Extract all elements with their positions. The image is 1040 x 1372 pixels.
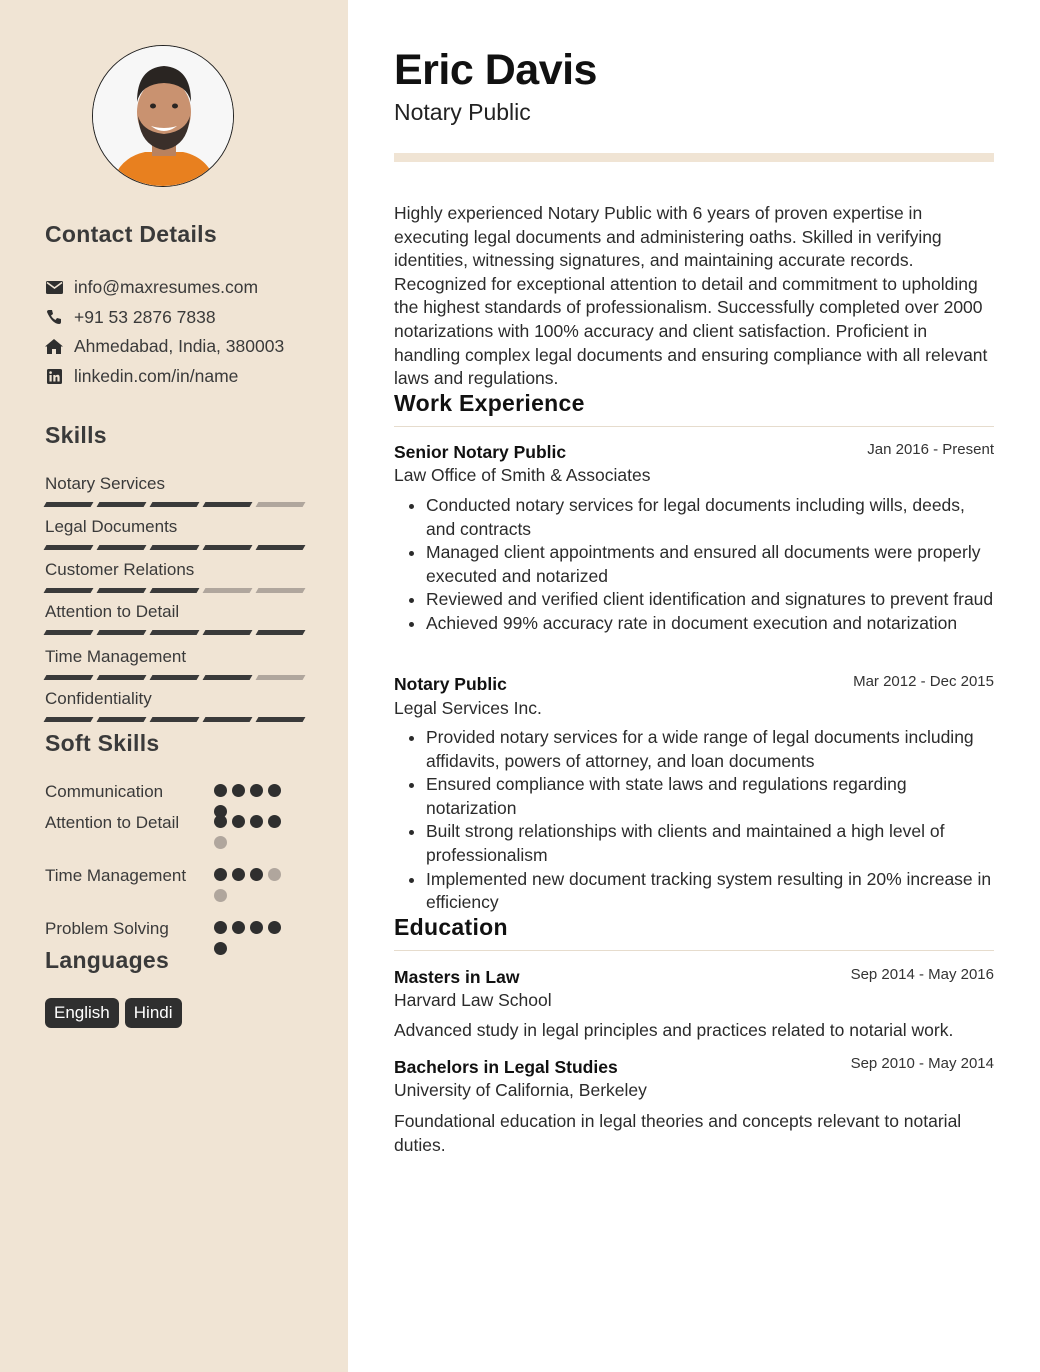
rating-dot xyxy=(214,921,227,934)
rating-dot xyxy=(214,784,227,797)
skill-level-segment xyxy=(150,675,200,680)
work-experience-heading: Work Experience xyxy=(394,390,585,416)
skill-level-segment xyxy=(256,630,306,635)
list-item: • Managed client appointments and ensured all documents were properly executed and notarized xyxy=(426,541,994,588)
skill-level-segment xyxy=(256,717,306,722)
skills-heading: Skills xyxy=(45,422,107,448)
language-badge: English xyxy=(45,998,119,1028)
sidebar xyxy=(0,0,348,1372)
rating-dot xyxy=(214,815,227,828)
rating-dot xyxy=(268,815,281,828)
skill-level-segment xyxy=(44,675,94,680)
skill-label: Confidentiality xyxy=(45,689,152,708)
skill-level-segment xyxy=(97,545,147,550)
list-item: • Built strong relationships with clients and maintained a high level of professionalism xyxy=(426,820,994,867)
education-school: Harvard Law School xyxy=(394,990,552,1010)
skill-label: Attention to Detail xyxy=(45,602,180,621)
job-date: Jan 2016 - Present xyxy=(867,441,994,458)
skill-level-segment xyxy=(44,717,94,722)
list-item: • Ensured compliance with state laws and regulations regarding notarization xyxy=(426,773,994,820)
summary-text: Highly experienced Notary Public with 6 years of proven expertise in executing legal documents and administering oaths. Skilled in verifying identities, witnessing signatures, and maintaining accurate records. Recognized for exceptional attention to detail and commitment to upholding the highest standards of professionalism. Successfully completed over 2000 notarizations with 100% accuracy and client satisfaction. Proficient in handling complex legal documents and ensuring compliance with all relevant laws and regulations. xyxy=(394,203,988,389)
contact-phone-text: +91 53 2876 7838 xyxy=(74,306,216,327)
rating-dot xyxy=(250,784,263,797)
candidate-title: Notary Public xyxy=(394,99,531,125)
skill-label: Customer Relations xyxy=(45,560,195,579)
soft-skills-heading: Soft Skills xyxy=(45,730,160,756)
skill-level-segment xyxy=(97,675,147,680)
education-degree: Masters in Law xyxy=(394,967,520,987)
skill-level-segment xyxy=(203,630,253,635)
skill-level-segment xyxy=(44,630,94,635)
skill-level-segment xyxy=(150,588,200,593)
skill-label: Time Management xyxy=(45,647,187,666)
skill-item xyxy=(45,560,301,582)
skill-level-segment xyxy=(203,545,253,550)
envelope-icon xyxy=(45,278,63,296)
rating-dot xyxy=(214,889,227,902)
soft-skill-label: Time Management xyxy=(45,866,187,885)
skill-level-segment xyxy=(44,545,94,550)
job-title: Notary Public xyxy=(394,674,507,694)
job-bullets xyxy=(394,726,994,915)
contact-address-text: Ahmedabad, India, 380003 xyxy=(74,335,285,356)
skill-level-segment xyxy=(97,502,147,507)
section-divider xyxy=(394,950,994,951)
rating-dot xyxy=(232,868,245,881)
job-date: Mar 2012 - Dec 2015 xyxy=(853,673,994,690)
skill-level-segment xyxy=(150,717,200,722)
skill-level-segment xyxy=(256,545,306,550)
job-company: Legal Services Inc. xyxy=(394,698,542,718)
rating-dot xyxy=(250,868,263,881)
skill-item xyxy=(45,647,301,669)
skill-level-segment xyxy=(256,675,306,680)
soft-skill-rating xyxy=(214,868,290,902)
rating-dot xyxy=(214,868,227,881)
candidate-name: Eric Davis xyxy=(394,46,597,94)
contact-linkedin[interactable] xyxy=(45,365,238,387)
soft-skill-rating xyxy=(214,815,290,849)
contact-linkedin-text: linkedin.com/in/name xyxy=(74,365,239,386)
list-item: • Achieved 99% accuracy rate in document execution and notarization xyxy=(426,612,994,636)
language-badge: Hindi xyxy=(125,998,182,1028)
contact-email[interactable] xyxy=(45,276,258,298)
skill-item xyxy=(45,474,301,496)
linkedin-icon xyxy=(45,367,63,385)
skill-item xyxy=(45,517,301,539)
rating-dot xyxy=(268,784,281,797)
job-company: Law Office of Smith & Associates xyxy=(394,465,651,485)
skill-level-bar xyxy=(45,630,304,635)
languages-list xyxy=(45,998,182,1028)
skill-level-segment xyxy=(97,717,147,722)
skill-level-segment xyxy=(203,717,253,722)
home-icon xyxy=(45,337,63,355)
education-description: Advanced study in legal principles and practices related to notarial work. xyxy=(394,1020,954,1040)
education-description: Foundational education in legal theories and concepts relevant to notarial duties. xyxy=(394,1111,962,1155)
skill-level-segment xyxy=(97,588,147,593)
contact-email-text: info@maxresumes.com xyxy=(74,276,259,297)
rating-dot xyxy=(268,868,281,881)
skill-level-segment xyxy=(203,588,253,593)
education-degree: Bachelors in Legal Studies xyxy=(394,1057,618,1077)
contact-heading: Contact Details xyxy=(45,221,217,247)
education-heading: Education xyxy=(394,914,508,940)
phone-icon xyxy=(45,308,63,326)
skill-level-segment xyxy=(97,630,147,635)
skill-label: Notary Services xyxy=(45,474,165,493)
education-date: Sep 2010 - May 2014 xyxy=(850,1055,994,1072)
skill-level-bar xyxy=(45,502,304,507)
soft-skill-label: Attention to Detail xyxy=(45,813,180,832)
skill-level-bar xyxy=(45,545,304,550)
rating-dot xyxy=(250,815,263,828)
skill-item xyxy=(45,689,301,711)
skill-level-segment xyxy=(44,502,94,507)
skill-item xyxy=(45,602,301,624)
list-item: • Reviewed and verified client identification and signatures to prevent fraud xyxy=(426,588,994,612)
job-bullets xyxy=(394,494,994,636)
languages-heading: Languages xyxy=(45,947,170,973)
rating-dot xyxy=(232,921,245,934)
contact-phone[interactable] xyxy=(45,306,216,328)
header-divider xyxy=(394,153,994,162)
rating-dot xyxy=(268,921,281,934)
skill-level-bar xyxy=(45,717,304,722)
rating-dot xyxy=(214,836,227,849)
education-date: Sep 2014 - May 2016 xyxy=(850,966,994,983)
section-divider xyxy=(394,426,994,427)
rating-dot xyxy=(232,784,245,797)
skill-level-bar xyxy=(45,675,304,680)
rating-dot xyxy=(232,815,245,828)
skill-level-segment xyxy=(256,588,306,593)
skill-level-segment xyxy=(203,675,253,680)
contact-address xyxy=(45,335,284,357)
education-school: University of California, Berkeley xyxy=(394,1080,647,1100)
soft-skill-label: Communication xyxy=(45,782,164,801)
list-item: • Implemented new document tracking system resulting in 20% increase in efficiency xyxy=(426,868,994,915)
rating-dot xyxy=(250,921,263,934)
skill-level-bar xyxy=(45,588,304,593)
soft-skill-rating xyxy=(214,921,290,955)
rating-dot xyxy=(214,942,227,955)
skill-level-segment xyxy=(150,502,200,507)
avatar xyxy=(92,45,234,187)
skill-level-segment xyxy=(150,545,200,550)
skill-level-segment xyxy=(203,502,253,507)
soft-skill-label: Problem Solving xyxy=(45,919,169,938)
job-title: Senior Notary Public xyxy=(394,442,567,462)
skill-level-segment xyxy=(44,588,94,593)
skill-label: Legal Documents xyxy=(45,517,178,536)
soft-skill-rating xyxy=(214,784,290,818)
skill-level-segment xyxy=(256,502,306,507)
list-item: • Provided notary services for a wide range of legal documents including affidavits, powers of attorney, and loan documents xyxy=(426,726,994,773)
list-item: • Conducted notary services for legal documents including wills, deeds, and contracts xyxy=(426,494,994,541)
skill-level-segment xyxy=(150,630,200,635)
